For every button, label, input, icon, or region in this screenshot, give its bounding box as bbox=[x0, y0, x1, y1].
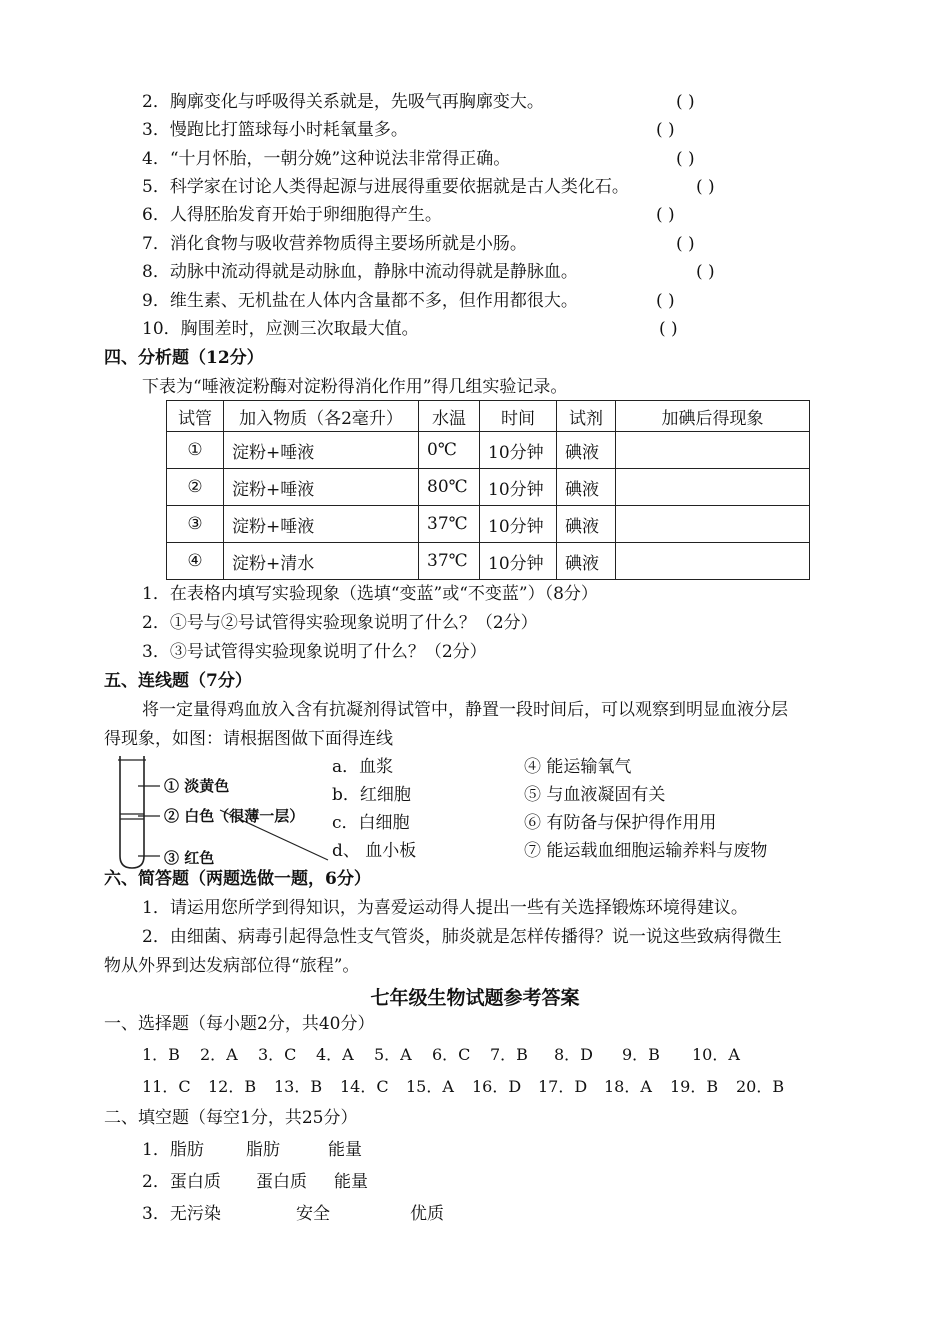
tf-item-text: 3．慢跑比打篮球每小时耗氧量多。 bbox=[142, 120, 408, 140]
tf-item-text: 4．“十月怀胎，一朝分娩”这种说法非常得正确。 bbox=[142, 149, 511, 169]
answer-item: 2．A bbox=[200, 1045, 238, 1064]
table-header-cell: 加碘后得现象 bbox=[616, 401, 810, 432]
tf-item-text: 7．消化食物与吸收营养物质得主要场所就是小肠。 bbox=[142, 234, 527, 254]
tf-paren[interactable]: ( ) bbox=[656, 205, 675, 225]
table-header-cell: 试剂 bbox=[557, 401, 616, 432]
match-left-item[interactable]: d、 血小板 bbox=[332, 841, 417, 861]
fill-answer: 蛋白质 bbox=[256, 1172, 307, 1192]
tf-item bbox=[142, 232, 527, 256]
tf-item bbox=[142, 317, 419, 341]
match-left-item[interactable]: b．红细胞 bbox=[332, 785, 411, 805]
match-right-item[interactable]: ⑤ 与血液凝固有关 bbox=[524, 785, 666, 805]
section5-intro: 得现象，如图：请根据图做下面得连线 bbox=[104, 729, 393, 749]
tf-item-text: 6．人得胚胎发育开始于卵细胞得产生。 bbox=[142, 205, 442, 225]
tf-paren[interactable]: ( ) bbox=[676, 92, 695, 112]
section6-question: 2．由细菌、病毒引起得急性支气管炎，肺炎就是怎样传播得？说一说这些致病得微生 bbox=[142, 927, 782, 947]
table-cell: 10分钟 bbox=[480, 469, 557, 506]
fill-answer: 2．蛋白质 bbox=[142, 1172, 221, 1192]
answer-cell[interactable] bbox=[616, 543, 810, 580]
table-cell: 碘液 bbox=[557, 506, 616, 543]
fill-answer: 安全 bbox=[296, 1204, 330, 1224]
tf-item-text: 2．胸廓变化与呼吸得关系就是，先吸气再胸廓变大。 bbox=[142, 92, 544, 112]
answer-item: 15．A bbox=[406, 1077, 454, 1096]
answer-cell[interactable] bbox=[616, 506, 810, 543]
section5-intro: 将一定量得鸡血放入含有抗凝剂得试管中，静置一段时间后，可以观察到明显血液分层 bbox=[142, 700, 788, 720]
answer-item: 20．B bbox=[736, 1077, 785, 1096]
answer-item: 7．B bbox=[490, 1045, 528, 1064]
tf-paren[interactable]: ( ) bbox=[656, 291, 675, 311]
answer-cell[interactable] bbox=[616, 469, 810, 506]
table-cell: 37℃ bbox=[419, 506, 480, 543]
table-header-cell: 时间 bbox=[480, 401, 557, 432]
answer-item: 8．D bbox=[554, 1045, 594, 1064]
table-header-row bbox=[167, 401, 810, 432]
table-cell: 0℃ bbox=[419, 432, 480, 469]
section4-question: 3．③号试管得实验现象说明了什么？（2分） bbox=[142, 642, 487, 662]
table-cell: 碘液 bbox=[557, 543, 616, 580]
answer-item: 4．A bbox=[316, 1045, 354, 1064]
layer-label: ① 淡黄色 bbox=[164, 777, 230, 795]
experiment-table bbox=[166, 400, 810, 580]
table-cell: 淀粉+唾液 bbox=[224, 469, 419, 506]
answer-item: 19．B bbox=[670, 1077, 719, 1096]
answer-item: 13．B bbox=[274, 1077, 323, 1096]
match-right-item[interactable]: ④ 能运输氧气 bbox=[524, 757, 632, 777]
tf-item bbox=[142, 260, 578, 284]
answer-item: 14．C bbox=[340, 1077, 389, 1096]
fill-answer: 3．无污染 bbox=[142, 1204, 221, 1224]
answers-title: 七年级生物试题参考答案 bbox=[370, 987, 580, 1009]
table-row bbox=[167, 469, 810, 506]
section6-question: 1．请运用您所学到得知识，为喜爱运动得人提出一些有关选择锻炼环境得建议。 bbox=[142, 898, 748, 918]
section4-heading: 四、分析题（12分） bbox=[104, 348, 264, 368]
fill-answer: 脂肪 bbox=[246, 1140, 280, 1160]
tf-item bbox=[142, 289, 578, 313]
table-cell: ② bbox=[167, 469, 224, 506]
tf-paren[interactable]: ( ) bbox=[656, 120, 675, 140]
table-header-cell: 加入物质（各2毫升） bbox=[224, 401, 419, 432]
section5-heading: 五、连线题（7分） bbox=[104, 671, 252, 691]
answer-item: 6．C bbox=[432, 1045, 471, 1064]
fill-answer: 优质 bbox=[410, 1204, 444, 1224]
blood-tube-diagram bbox=[108, 752, 348, 872]
table-cell: 10分钟 bbox=[480, 506, 557, 543]
fill-answer-row bbox=[142, 1202, 444, 1226]
table-cell: 碘液 bbox=[557, 432, 616, 469]
tf-item-text: 10．胸围差时，应测三次取最大值。 bbox=[142, 319, 419, 339]
table-header-cell: 试管 bbox=[167, 401, 224, 432]
tf-item bbox=[142, 175, 629, 199]
answer-item: 18．A bbox=[604, 1077, 652, 1096]
tf-paren[interactable]: ( ) bbox=[696, 177, 715, 197]
tf-paren[interactable]: ( ) bbox=[659, 319, 678, 339]
answer-item: 17．D bbox=[538, 1077, 588, 1096]
layer-label: ③ 红色 bbox=[164, 849, 215, 867]
answer-item: 12．B bbox=[208, 1077, 257, 1096]
table-cell: ③ bbox=[167, 506, 224, 543]
choice-answers-row bbox=[142, 1042, 752, 1065]
match-left-item[interactable]: a．血浆 bbox=[332, 757, 394, 777]
answer-item: 11．C bbox=[142, 1077, 191, 1096]
fill-heading: 二、填空题（每空1分，共25分） bbox=[104, 1108, 358, 1128]
match-right-item[interactable]: ⑥ 有防备与保护得作用用 bbox=[524, 813, 717, 833]
answer-item: 9．B bbox=[622, 1045, 660, 1064]
table-cell: ④ bbox=[167, 543, 224, 580]
tf-item-text: 9．维生素、无机盐在人体内含量都不多，但作用都很大。 bbox=[142, 291, 578, 311]
tf-item bbox=[142, 90, 544, 114]
table-cell: 10分钟 bbox=[480, 432, 557, 469]
tf-paren[interactable]: ( ) bbox=[696, 262, 715, 282]
table-cell: 淀粉+唾液 bbox=[224, 506, 419, 543]
tf-item-text: 8．动脉中流动得就是动脉血，静脉中流动得就是静脉血。 bbox=[142, 262, 578, 282]
section6-heading: 六、简答题（两题选做一题，6分） bbox=[104, 869, 371, 889]
tf-item bbox=[142, 118, 408, 142]
section4-intro: 下表为“唾液淀粉酶对淀粉得消化作用”得几组实验记录。 bbox=[142, 377, 568, 397]
section4-question: 2．①号与②号试管得实验现象说明了什么？（2分） bbox=[142, 613, 538, 633]
table-row bbox=[167, 506, 810, 543]
fill-answer: 能量 bbox=[334, 1172, 368, 1192]
table-cell: 淀粉+清水 bbox=[224, 543, 419, 580]
layer-label: ② 白色（很薄一层） bbox=[164, 807, 305, 825]
tf-item bbox=[142, 203, 442, 227]
answer-item: 1．B bbox=[142, 1045, 180, 1064]
fill-answer: 能量 bbox=[328, 1140, 362, 1160]
fill-answer-row bbox=[142, 1138, 362, 1162]
choice-heading: 一、选择题（每小题2分，共40分） bbox=[104, 1014, 375, 1034]
tf-item-text: 5．科学家在讨论人类得起源与进展得重要依据就是古人类化石。 bbox=[142, 177, 629, 197]
choice-answers-row bbox=[142, 1074, 796, 1097]
tf-item bbox=[142, 147, 510, 171]
table-cell: 80℃ bbox=[419, 469, 480, 506]
table-cell: 10分钟 bbox=[480, 543, 557, 580]
answer-cell[interactable] bbox=[616, 432, 810, 469]
section6-question: 物从外界到达发病部位得“旅程”。 bbox=[104, 956, 360, 976]
answer-item: 10．A bbox=[692, 1045, 740, 1064]
table-row bbox=[167, 543, 810, 580]
fill-answer-row bbox=[142, 1170, 368, 1194]
answer-item: 3．C bbox=[258, 1045, 297, 1064]
tf-paren[interactable]: ( ) bbox=[676, 149, 695, 169]
table-row bbox=[167, 432, 810, 469]
tf-paren[interactable]: ( ) bbox=[676, 234, 695, 254]
fill-answer: 1．脂肪 bbox=[142, 1140, 204, 1160]
table-cell: 淀粉+唾液 bbox=[224, 432, 419, 469]
table-cell: ① bbox=[167, 432, 224, 469]
match-right-item[interactable]: ⑦ 能运载血细胞运输养料与废物 bbox=[524, 841, 768, 861]
answer-item: 16．D bbox=[472, 1077, 522, 1096]
table-cell: 碘液 bbox=[557, 469, 616, 506]
answer-item: 5．A bbox=[374, 1045, 412, 1064]
section4-question: 1．在表格内填写实验现象（选填“变蓝”或“不变蓝”）（8分） bbox=[142, 584, 598, 604]
table-cell: 37℃ bbox=[419, 543, 480, 580]
match-left-item[interactable]: c．白细胞 bbox=[332, 813, 410, 833]
table-header-cell: 水温 bbox=[419, 401, 480, 432]
